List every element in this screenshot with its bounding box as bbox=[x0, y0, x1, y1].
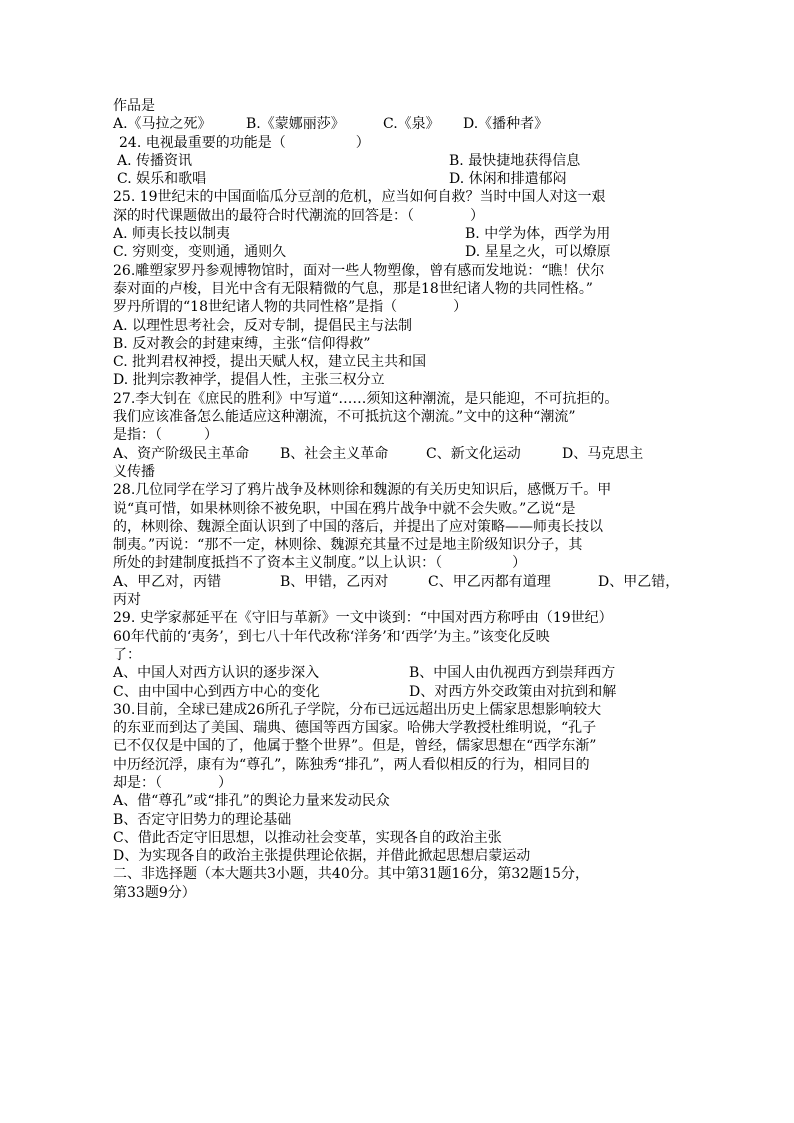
q28-stem-line-2: 说“真可惜，如果林则徐不被免职，中国在鸦片战争中就不会失败。”乙说“是 bbox=[113, 500, 576, 517]
q28-option-d: D、甲乙错， bbox=[598, 573, 680, 590]
q24-options-row2 bbox=[113, 170, 683, 188]
q23-option-b: B.《蒙娜丽莎》 bbox=[246, 116, 345, 133]
q26-option-c: C. 批判君权神授，提出天赋人权，建立民主共和国 bbox=[113, 354, 427, 371]
q29-option-d: D、对西方外交政策由对抗到和解 bbox=[409, 683, 617, 700]
q30-stem-line-1: 30.目前，全球已建成26所孔子学院，分布已远远超出历史上儒家思想影响较大 bbox=[113, 701, 602, 718]
q28-option-b: B、甲错，乙丙对 bbox=[280, 573, 389, 590]
q25-options-row2 bbox=[113, 243, 683, 261]
q29-stem-line-1: 29. 史学家郝延平在《守旧与革新》一文中谈到：“中国对西方称呼由（19世纪） bbox=[113, 610, 613, 627]
q28-option-d-continued: 丙对 bbox=[113, 592, 141, 609]
q27-option-b: B、社会主义革命 bbox=[280, 445, 389, 462]
q23-stem-tail: 作品是 bbox=[113, 98, 155, 114]
section2-heading-line-1: 二、非选择题（本大题共3小题，共40分。其中第31题16分，第32题15分， bbox=[113, 866, 589, 883]
q30-option-a: A、借“尊孔”或“排孔”的舆论力量来发动民众 bbox=[113, 793, 390, 810]
q27-stem-line-1: 27.李大钊在《庶民的胜利》中写道“……须知这种潮流，是只能迎，不可抗拒的。 bbox=[113, 390, 619, 407]
q27-option-c: C、新文化运动 bbox=[426, 445, 521, 462]
q27-stem-line-3: 是指：（ ） bbox=[113, 427, 218, 444]
q25-option-d: D. 星星之火，可以燎原 bbox=[465, 244, 611, 261]
q25-stem-line-1: 25. 19世纪末的中国面临瓜分豆剖的危机，应当如何自救？当时中国人对这一艰 bbox=[113, 189, 606, 206]
q26-option-d: D. 批判宗教神学，提倡人性，主张三权分立 bbox=[113, 372, 385, 389]
q26-option-b: B. 反对教会的封建束缚，主张“信仰得救” bbox=[113, 335, 371, 352]
q24-options-row1 bbox=[113, 152, 683, 170]
q25-stem-line-2: 深的时代课题做出的最符合时代潮流的回答是：（ ） bbox=[113, 207, 484, 224]
q28-options-row1 bbox=[113, 573, 683, 591]
q27-options-row1 bbox=[113, 445, 683, 463]
q29-options-row2 bbox=[113, 683, 683, 701]
q29-option-b: B、中国人由仇视西方到崇拜西方 bbox=[409, 665, 616, 682]
q27-option-d-continued: 义传播 bbox=[113, 463, 155, 480]
q23-options bbox=[113, 115, 683, 133]
q28-stem-line-4: 制夷。”丙说：“那不一定，林则徐、魏源充其量不过是地主阶级知识分子，其 bbox=[113, 537, 583, 554]
q24-option-d: D. 休闲和排遣郁闷 bbox=[449, 171, 567, 188]
section2-heading-line-2: 第33题9分） bbox=[113, 884, 196, 901]
q26-stem-line-3: 罗丹所谓的“18世纪诸人物的共同性格”是指（ ） bbox=[113, 299, 468, 316]
q30-option-d: D、为实现各自的政治主张提供理论依据，并借此掀起思想启蒙运动 bbox=[113, 848, 531, 865]
q29-stem-line-3: 了： bbox=[113, 646, 141, 663]
q23-option-a: A.《马拉之死》 bbox=[113, 116, 212, 133]
q26-stem-line-2: 泰对面的卢梭，目光中含有无限精微的气息，那是18世纪诸人物的共同性格。” bbox=[113, 280, 593, 297]
q25-option-a: A. 师夷长技以制夷 bbox=[113, 226, 231, 243]
q24-stem: 24. 电视最重要的功能是（ ） bbox=[119, 134, 370, 151]
q29-option-a: A、中国人对西方认识的逐步深入 bbox=[113, 665, 320, 682]
q27-option-d: D、马克思主 bbox=[562, 445, 644, 462]
q26-option-a: A. 以理性思考社会，反对专制，提倡民主与法制 bbox=[113, 317, 413, 334]
q28-option-a: A、甲乙对，丙错 bbox=[113, 573, 222, 590]
q23-option-d: D.《播种者》 bbox=[463, 116, 549, 133]
q27-stem-line-2: 我们应该准备怎么能适应这种潮流，不可抵抗这个潮流。”文中的这种“潮流” bbox=[113, 409, 576, 426]
q28-stem-line-3: 的，林则徐、魏源全面认识到了中国的落后，并提出了应对策略——师夷长技以 bbox=[113, 518, 603, 535]
q25-option-b: B. 中学为体，西学为用 bbox=[465, 226, 611, 243]
q23-option-c: C.《泉》 bbox=[383, 116, 440, 133]
q29-option-c: C、由中国中心到西方中心的变化 bbox=[113, 683, 320, 700]
q29-stem-line-2: 60年代前的‘夷务’，到七八十年代改称‘洋务’和‘西学’为主。”该变化反映 bbox=[113, 628, 550, 645]
q30-option-b: B、否定守旧势力的理论基础 bbox=[113, 811, 292, 828]
q30-stem-line-2: 的东亚而到达了美国、瑞典、德国等西方国家。哈佛大学教授杜维明说，“孔子 bbox=[113, 720, 597, 737]
q30-stem-line-4: 中历经沉浮，康有为“尊孔”，陈独秀“排孔”，两人看似相反的行为，相同目的 bbox=[113, 756, 590, 773]
q26-stem-line-1: 26.雕塑家罗丹参观博物馆时，面对一些人物塑像，曾有感而发地说：“瞧！伏尔 bbox=[113, 262, 605, 279]
q30-stem-line-3: 已不仅仅是中国的了，他属于整个世界”。但是，曾经，儒家思想在“西学东渐” bbox=[113, 738, 597, 755]
q29-options-row1 bbox=[113, 664, 683, 682]
q28-option-c: C、甲乙丙都有道理 bbox=[428, 573, 551, 590]
q24-option-a: A. 传播资讯 bbox=[117, 152, 193, 169]
exam-page bbox=[113, 97, 683, 902]
q30-stem-line-5: 却是：（ ） bbox=[113, 774, 232, 791]
q28-stem-line-1: 28.几位同学在学习了鸦片战争及林则徐和魏源的有关历史知识后，感慨万千。甲 bbox=[113, 482, 612, 499]
q27-option-a: A、资产阶级民主革命 bbox=[113, 445, 250, 462]
q25-options-row1 bbox=[113, 225, 683, 243]
q30-option-c: C、借此否定守旧思想，以推动社会变革，实现各自的政治主张 bbox=[113, 829, 502, 846]
q24-option-b: B. 最快捷地获得信息 bbox=[449, 152, 581, 169]
q25-option-c: C. 穷则变，变则通，通则久 bbox=[113, 244, 287, 261]
q28-stem-line-5: 所处的封建制度抵挡不了资本主义制度。”以上认识：（ ） bbox=[113, 555, 527, 572]
q24-option-c: C. 娱乐和歌唱 bbox=[117, 171, 207, 188]
